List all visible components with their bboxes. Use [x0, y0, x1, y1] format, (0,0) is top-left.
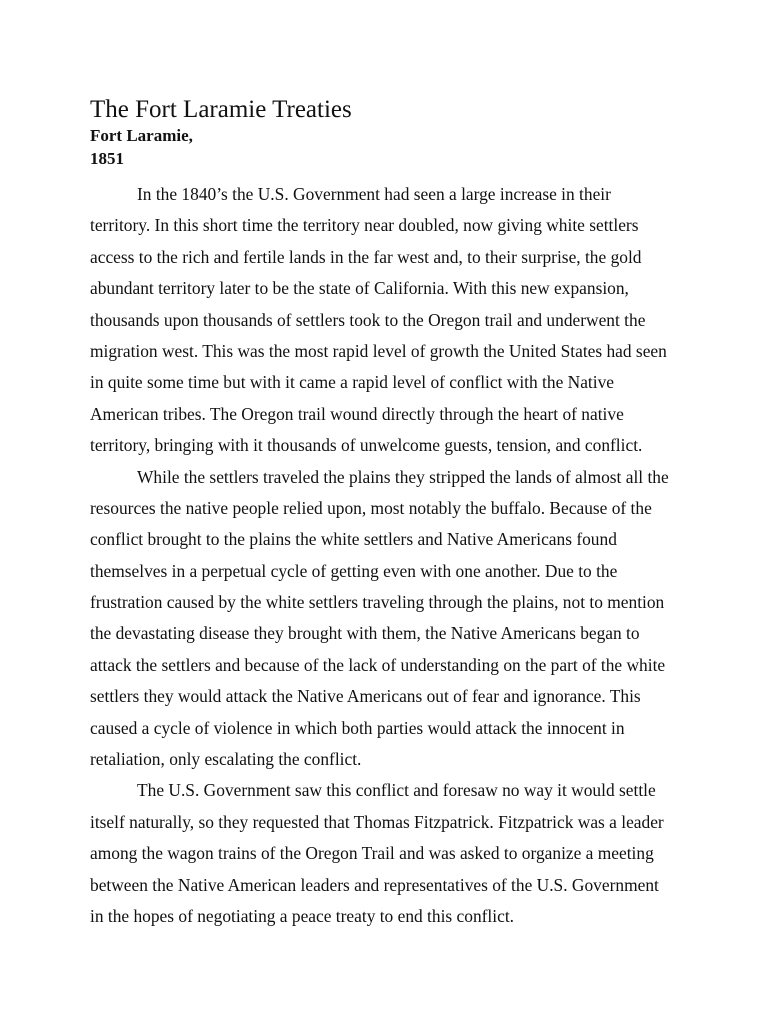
text-line: migration west. This was the most rapid level of growth the United States had seen: [90, 340, 667, 361]
text-line: among the wagon trains of the Oregon Trail and was asked to organize a meeting: [90, 843, 654, 864]
text-line: attack the settlers and because of the lack of understanding on the part of the white: [90, 654, 666, 675]
text-line: territory, bringing with it thousands of unwelcome guests, tension, and conflict.: [90, 435, 643, 456]
document-body: [90, 179, 680, 932]
text-line: The U.S. Government saw this conflict and foresaw no way it would settle: [137, 780, 656, 801]
text-line: itself naturally, so they requested that Thomas Fitzpatrick. Fitzpatrick was a leader: [90, 811, 664, 832]
text-line: American tribes. The Oregon trail wound directly through the heart of native: [90, 403, 624, 424]
document-subtitle: [90, 124, 193, 170]
text-line: between the Native American leaders and representatives of the U.S. Government: [90, 874, 659, 895]
paragraph: [90, 462, 680, 776]
paragraph: [90, 179, 680, 462]
text-line: In the 1840’s the U.S. Government had seen a large increase in their: [137, 184, 611, 204]
text-line: retaliation, only escalating the conflict.: [90, 749, 362, 770]
paragraph: [90, 775, 680, 932]
text-line: territory. In this short time the territory near doubled, now giving white settlers: [90, 215, 639, 236]
text-line: settlers they would attack the Native Americans out of fear and ignorance. This: [90, 686, 641, 707]
text-line: the devastating disease they brought with them, the Native Americans began to: [90, 623, 640, 644]
text-line: thousands upon thousands of settlers took to the Oregon trail and underwent the: [90, 309, 646, 330]
subtitle-year: 1851: [90, 149, 124, 168]
text-line: frustration caused by the white settlers traveling through the plains, not to mention: [90, 592, 665, 613]
text-line: caused a cycle of violence in which both parties would attack the innocent in: [90, 717, 625, 738]
text-line: abundant territory later to be the state of California. With this new expansion,: [90, 278, 629, 299]
text-line: themselves in a perpetual cycle of getting even with one another. Due to the: [90, 560, 618, 581]
text-line: conflict brought to the plains the white settlers and Native Americans found: [90, 529, 617, 550]
text-line: resources the native people relied upon, most notably the buffalo. Because of the: [90, 497, 652, 518]
text-line: in quite some time but with it came a rapid level of conflict with the Native: [90, 372, 614, 393]
page-title: The Fort Laramie Treaties: [90, 96, 352, 123]
text-line: access to the rich and fertile lands in the far west and, to their surprise, the gold: [90, 246, 642, 267]
text-line: in the hopes of negotiating a peace treaty to end this conflict.: [90, 905, 514, 926]
text-line: While the settlers traveled the plains they stripped the lands of almost all the: [137, 466, 669, 487]
subtitle-location: Fort Laramie,: [90, 126, 193, 145]
